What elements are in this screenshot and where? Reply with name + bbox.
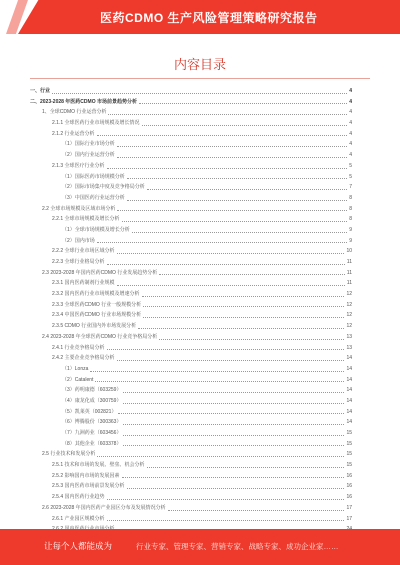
toc-page-number: 17 <box>346 504 352 511</box>
toc-entry-title: 2.5.1 技术和市场的发展、壁垒、机会分析 <box>52 462 145 469</box>
toc-page-number: 14 <box>346 365 352 372</box>
toc-page-number: 9 <box>349 237 352 244</box>
toc-entry[interactable] <box>30 204 352 215</box>
toc-entry[interactable] <box>30 118 352 129</box>
toc-entry-title: 2.6 2023-2028 年国内医药产业园区分布及发展情况分析 <box>42 504 166 511</box>
toc-leader-dots <box>118 407 344 415</box>
toc-entry-title: 2.3.3 全球医药CDMO 行业一般规模分析 <box>52 301 142 308</box>
toc-page-number: 14 <box>346 419 352 426</box>
toc-entry[interactable] <box>30 97 352 108</box>
toc-entry[interactable] <box>30 193 352 204</box>
toc-page-number: 16 <box>346 494 352 501</box>
toc-entry[interactable] <box>30 150 352 161</box>
toc-entry[interactable] <box>30 460 352 471</box>
toc-leader-dots <box>117 139 347 147</box>
toc-leader-dots <box>95 375 344 383</box>
toc-page-number: 13 <box>346 333 352 340</box>
toc-leader-dots <box>108 107 347 115</box>
toc-entry[interactable] <box>30 321 352 332</box>
toc-entry-title: 2.5 行业技术和发展分析 <box>42 451 96 458</box>
toc-leader-dots <box>90 364 344 372</box>
toc-page-number: 4 <box>349 120 352 127</box>
toc-entry-title: 2.1.1 全球医药行业市场规模及增长情况 <box>52 120 140 127</box>
toc-entry[interactable] <box>30 439 352 450</box>
toc-entry-title: （2）国际市场集中度及竞争格局分析 <box>62 184 145 191</box>
toc-entry[interactable] <box>30 428 352 439</box>
toc-page-number: 11 <box>346 259 352 265</box>
toc-leader-dots <box>107 492 345 500</box>
toc-leader-dots <box>127 481 345 489</box>
toc-entry[interactable] <box>30 182 352 193</box>
table-of-contents <box>30 86 352 535</box>
toc-page-number: 12 <box>346 323 352 330</box>
toc-entry[interactable] <box>30 503 352 514</box>
toc-page-number: 12 <box>346 301 352 308</box>
toc-entry-title: 2.3.4 中国医药CDMO 行业市场规模分析 <box>52 312 142 319</box>
toc-page-number: 4 <box>349 109 352 116</box>
toc-page-number: 15 <box>346 462 352 469</box>
toc-entry[interactable] <box>30 471 352 482</box>
toc-leader-dots <box>142 289 345 297</box>
toc-entry-title: 2.3.5 CDMO 行业国内外市场发展分析 <box>52 323 137 330</box>
toc-page-number: 13 <box>346 344 352 351</box>
toc-page-number: 11 <box>346 269 352 276</box>
toc-leader-dots <box>147 460 345 468</box>
toc-leader-dots <box>117 353 345 361</box>
toc-page-number: 14 <box>346 376 352 383</box>
toc-entry[interactable] <box>30 417 352 428</box>
toc-entry[interactable] <box>30 492 352 503</box>
toc-page-number: 5 <box>349 162 352 169</box>
toc-entry-title: （8）其他企业（603378） <box>62 440 122 447</box>
toc-page-number: 14 <box>346 397 352 404</box>
toc-leader-dots <box>139 97 347 105</box>
toc-leader-dots <box>107 257 345 265</box>
toc-entry[interactable] <box>30 139 352 150</box>
toc-entry[interactable] <box>30 300 352 311</box>
toc-leader-dots <box>143 300 344 308</box>
toc-leader-dots <box>159 268 344 276</box>
toc-entry-title: 2.3.2 国内医药行业市场规模及增速分析 <box>52 291 140 298</box>
toc-entry-title: 2.5.2 影响国内市场的发展因素 <box>52 472 120 479</box>
toc-entry-title: 二、2023-2028 年医药CDMO 市场前景趋势分析 <box>30 98 137 105</box>
toc-entry-title: 2.4.1 行业竞争格局分析 <box>52 344 105 351</box>
toc-entry-title: （1）全球市场规模及增长分析 <box>62 226 130 233</box>
toc-page-number: 14 <box>346 387 352 394</box>
report-header <box>0 0 400 34</box>
toc-leader-dots <box>107 514 345 522</box>
toc-entry[interactable] <box>30 396 352 407</box>
toc-page-number: 8 <box>349 194 352 201</box>
toc-page-number: 4 <box>349 141 352 148</box>
toc-entry[interactable] <box>30 407 352 418</box>
toc-leader-dots <box>142 118 348 126</box>
toc-leader-dots <box>117 204 347 212</box>
toc-entry-title: （5）凯莱英（002821） <box>62 408 117 415</box>
toc-entry[interactable] <box>30 257 352 268</box>
toc-leader-dots <box>52 86 347 94</box>
toc-page-number: 7 <box>349 184 352 191</box>
toc-leader-dots <box>138 321 344 329</box>
toc-leader-dots <box>159 332 344 340</box>
toc-entry[interactable] <box>30 310 352 321</box>
toc-page-number: 16 <box>346 483 352 490</box>
toc-entry[interactable] <box>30 364 352 375</box>
toc-entry[interactable] <box>30 161 352 172</box>
toc-entry-title: （1）Lonza <box>62 365 89 372</box>
toc-page-number: 9 <box>349 226 352 233</box>
toc-leader-dots <box>97 449 344 457</box>
toc-entry-title: （3）中国医药行业运营分析 <box>62 194 125 201</box>
toc-entry-title: 2.3.1 国内医药制剂行业规模 <box>52 280 115 287</box>
toc-entry[interactable] <box>30 236 352 247</box>
toc-entry[interactable] <box>30 353 352 364</box>
toc-entry-title: 2.2.2 全球行业市场区域分析 <box>52 248 115 255</box>
toc-entry-title: 2.6.1 产业园区规模分析 <box>52 515 105 522</box>
toc-leader-dots <box>123 439 344 447</box>
toc-page-number: 8 <box>349 205 352 212</box>
toc-page-number: 15 <box>346 430 352 436</box>
toc-entry-title: 2.2 全球市场规模及区域市场分析 <box>42 205 116 212</box>
toc-entry-title: 2.2.3 全球行业格局分析 <box>52 259 105 265</box>
toc-leader-dots <box>123 417 344 425</box>
toc-entry-title: （6）博腾股份（300363） <box>62 419 122 426</box>
toc-page-number: 4 <box>349 152 352 159</box>
toc-entry[interactable] <box>30 214 352 225</box>
toc-page-number: 10 <box>346 248 352 255</box>
toc-divider <box>30 78 370 79</box>
toc-entry[interactable] <box>30 375 352 386</box>
footer-slogan: 让每个人都能成为 <box>44 541 113 551</box>
toc-entry[interactable] <box>30 385 352 396</box>
toc-entry-title: （3）药明康德（603259） <box>62 387 122 394</box>
toc-entry-title: （2）Catalent <box>62 376 94 383</box>
toc-entry-title: （1）国际行业市场分析 <box>62 141 115 148</box>
toc-leader-dots <box>117 150 347 158</box>
toc-leader-dots <box>117 246 345 254</box>
toc-leader-dots <box>143 310 344 318</box>
toc-leader-dots <box>127 172 347 180</box>
report-footer <box>0 529 400 565</box>
toc-entry-title: 2.4.2 主要企业竞争格局分析 <box>52 355 115 362</box>
toc-entry-title: （2）国内市场 <box>62 237 95 244</box>
toc-page-number: 4 <box>349 130 352 137</box>
toc-entry-title: 2.2.1 全球市场规模及增长分析 <box>52 216 120 223</box>
toc-entry[interactable] <box>30 289 352 300</box>
toc-page-number: 17 <box>346 515 352 522</box>
toc-entry-title: 2.1.2 行业运营分析 <box>52 130 95 137</box>
toc-entry[interactable] <box>30 343 352 354</box>
toc-leader-dots <box>123 396 344 404</box>
toc-entry-title: （4）康龙化成（300759） <box>62 397 122 404</box>
toc-page-number: 14 <box>346 355 352 362</box>
toc-leader-dots <box>97 129 348 137</box>
toc-entry-title: 2.3 2023-2028 年国内医药CDMO 行业发展趋势分析 <box>42 269 158 276</box>
toc-page-number: 11 <box>346 280 352 287</box>
toc-leader-dots <box>97 236 347 244</box>
toc-entry-title: （1）国际医药市场规模分析 <box>62 173 125 180</box>
toc-entry[interactable] <box>30 246 352 257</box>
toc-entry[interactable] <box>30 332 352 343</box>
toc-leader-dots <box>168 503 345 511</box>
report-title: 医药CDMO 生产风险管理策略研究报告 <box>100 11 318 25</box>
toc-entry[interactable] <box>30 268 352 279</box>
toc-entry[interactable] <box>30 129 352 140</box>
toc-page-number: 12 <box>346 291 352 298</box>
toc-page-number: 15 <box>346 451 352 458</box>
toc-entry-title: 2.1.3 全球医疗行业分析 <box>52 162 105 169</box>
footer-roles: 行业专家、管理专家、营销专家、战略专家、成功企业家…… <box>136 542 339 551</box>
toc-entry-title: （7）九洲药业（603456） <box>62 430 122 436</box>
toc-entry-title: 一、行业 <box>30 88 51 94</box>
toc-entry-title: （2）国内行业运营分析 <box>62 152 115 159</box>
toc-leader-dots <box>107 161 348 169</box>
toc-entry-title: 1、全球CDMO 行业运营分析 <box>42 109 107 116</box>
toc-leader-dots <box>132 225 347 233</box>
toc-entry[interactable] <box>30 514 352 525</box>
toc-page-number: 12 <box>346 312 352 319</box>
toc-leader-dots <box>107 343 345 351</box>
toc-leader-dots <box>127 193 347 201</box>
toc-leader-dots <box>123 385 344 393</box>
toc-leader-dots <box>147 182 347 190</box>
toc-page-number: 5 <box>349 173 352 180</box>
toc-entry-title: 2.4 2023-2028 年全球医药CDMO 行业竞争格局分析 <box>42 333 158 340</box>
toc-page-number: 4 <box>349 98 352 105</box>
toc-page-number: 15 <box>346 440 352 447</box>
toc-entry[interactable] <box>30 107 352 118</box>
toc-entry-title: 2.5.3 国内医药市场前景发展分析 <box>52 483 125 490</box>
toc-page-number: 8 <box>349 216 352 223</box>
toc-page-number: 14 <box>346 408 352 415</box>
toc-entry[interactable] <box>30 86 352 97</box>
toc-page-number: 4 <box>349 88 352 94</box>
toc-entry[interactable] <box>30 278 352 289</box>
toc-entry[interactable] <box>30 225 352 236</box>
toc-page-number: 16 <box>346 472 352 479</box>
toc-leader-dots <box>123 428 344 436</box>
toc-entry[interactable] <box>30 449 352 460</box>
toc-entry[interactable] <box>30 172 352 183</box>
toc-entry[interactable] <box>30 481 352 492</box>
toc-leader-dots <box>122 471 345 479</box>
toc-leader-dots <box>122 214 348 222</box>
toc-entry-title: 2.5.4 国内医药行业趋势 <box>52 494 105 501</box>
toc-heading: 内容目录 <box>173 58 226 73</box>
toc-leader-dots <box>117 278 345 286</box>
